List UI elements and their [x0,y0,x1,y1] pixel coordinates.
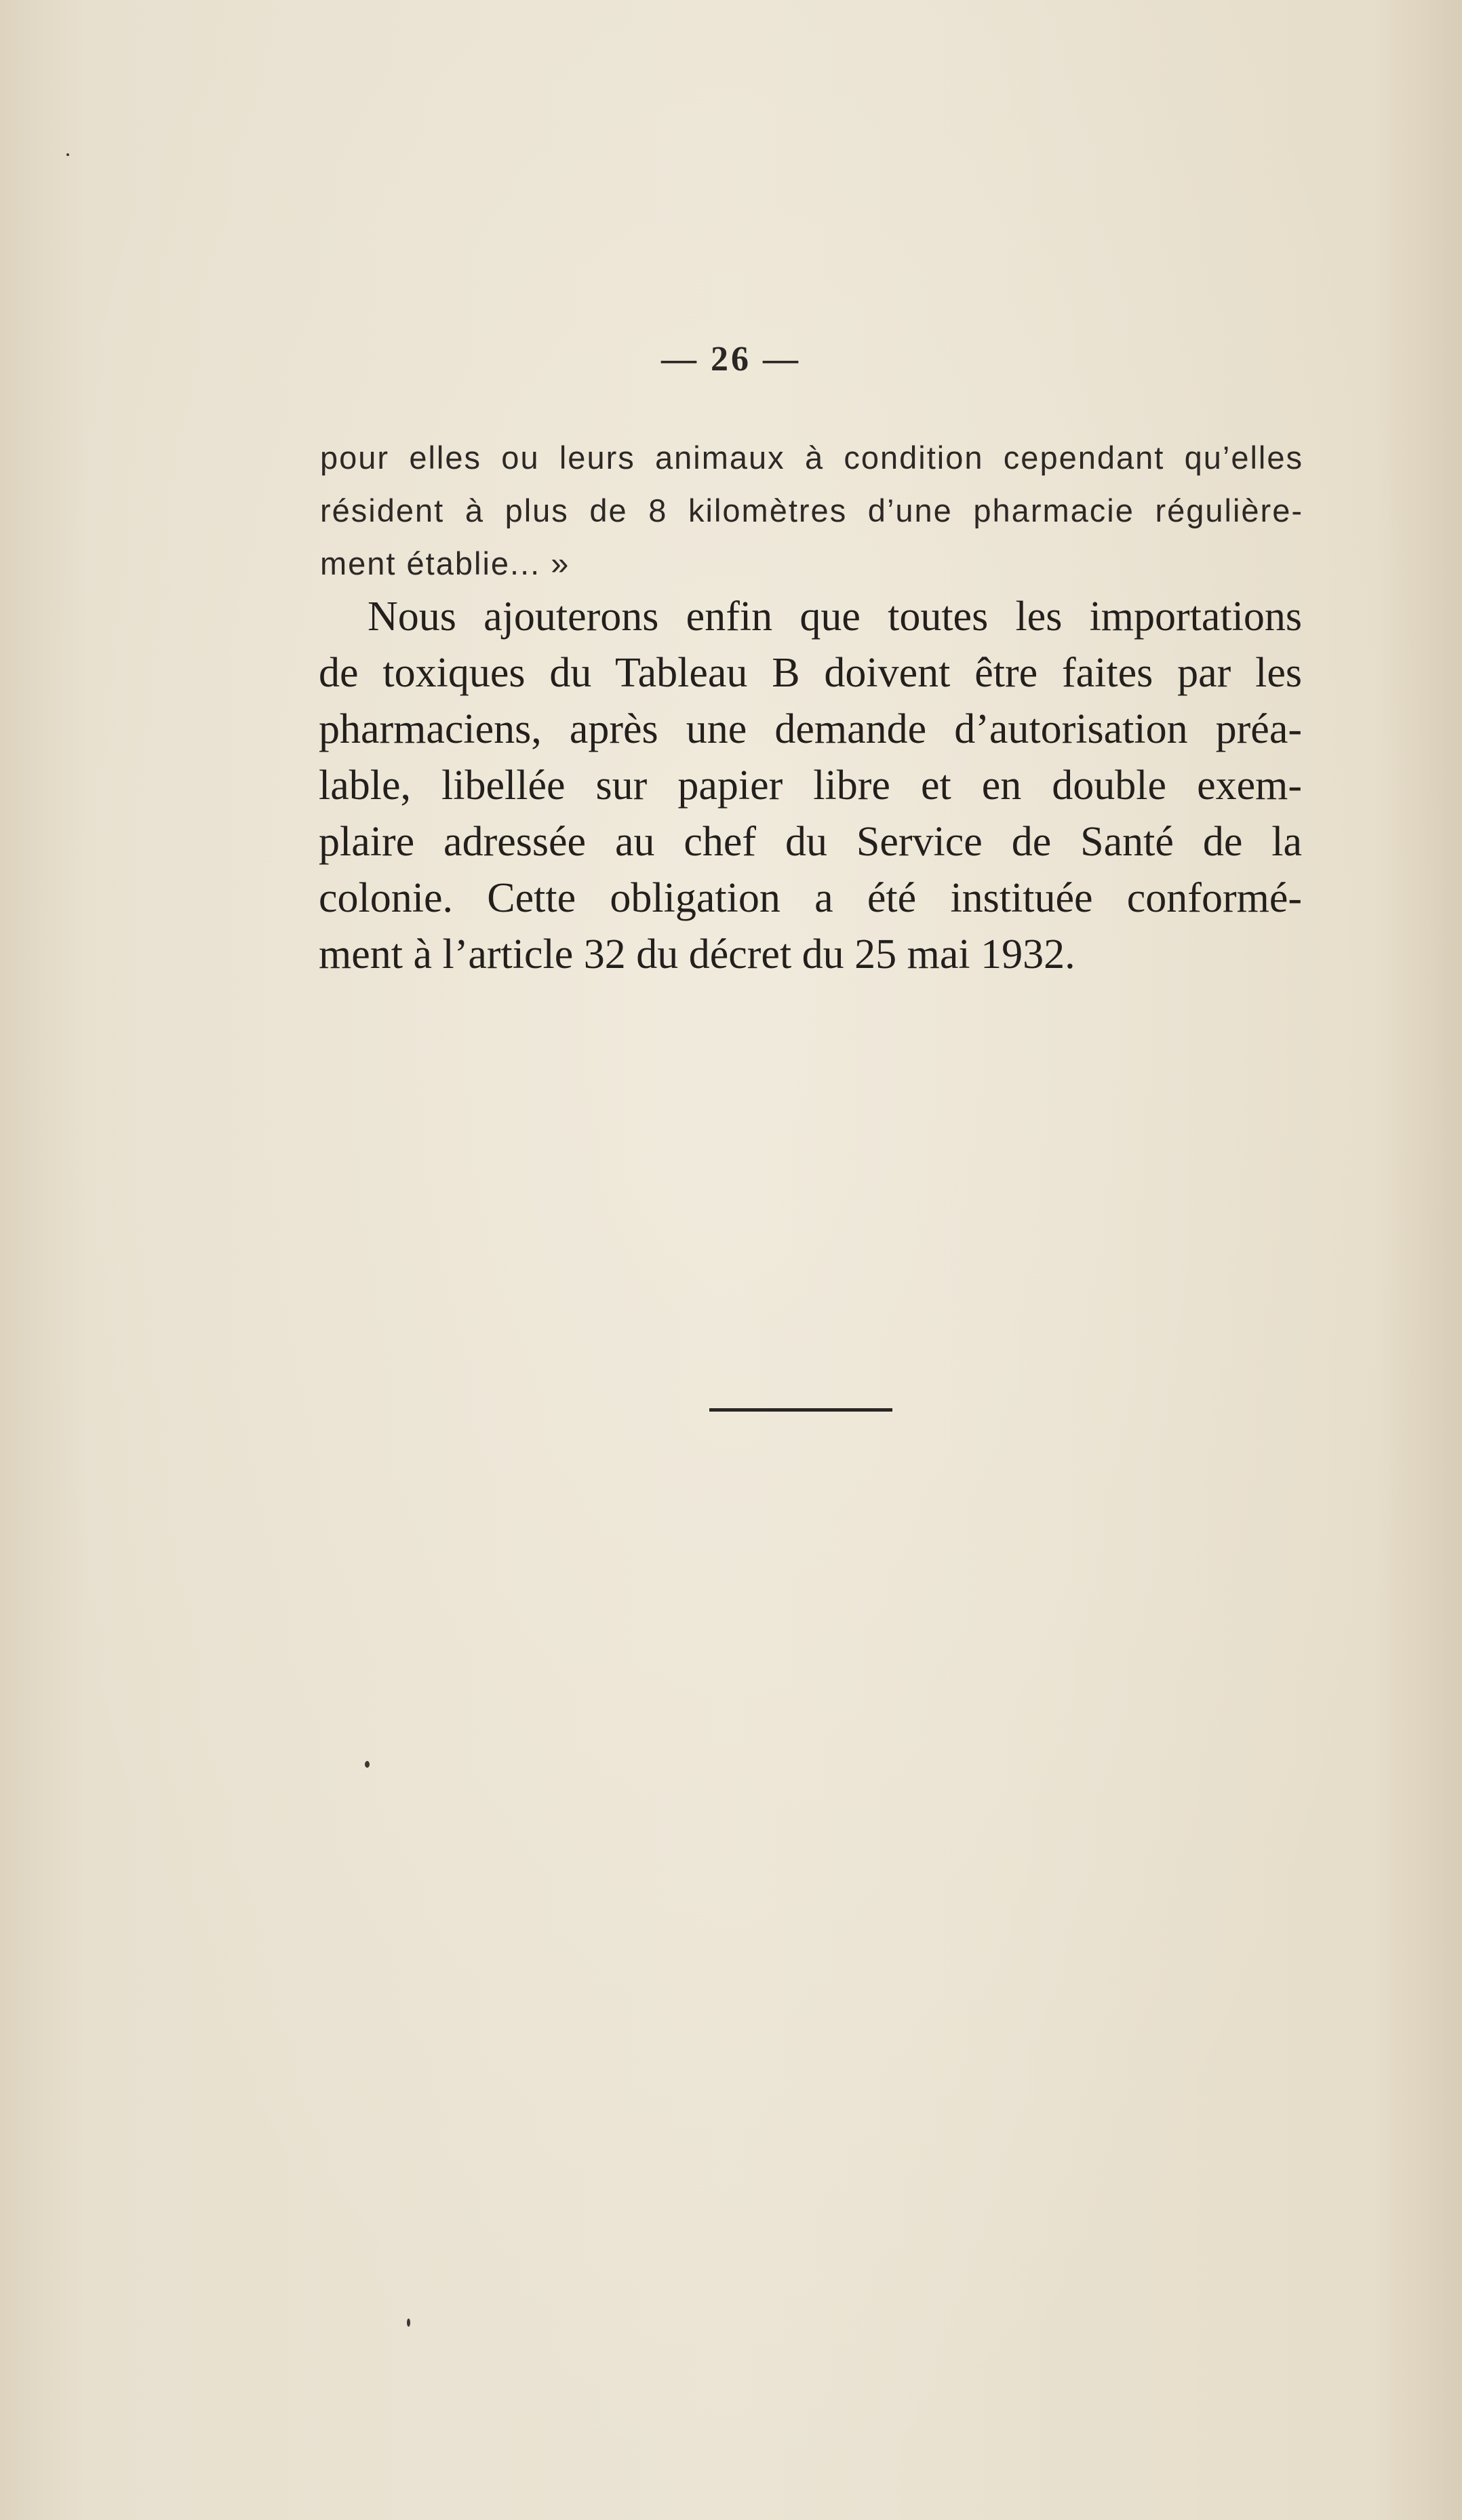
paragraph-line: ment à l’article 32 du décret du 25 mai 1932. [319,931,1075,977]
paragraph-line: colonie. Cette obligation a été instituée conformé- [319,875,1302,921]
page-number: — 26 — [661,340,801,379]
quote-line: résident à plus de 8 kilomètres d’une pharmacie régulière- [320,492,1303,528]
body-paragraph [319,589,1302,983]
quote-line: ment établie... » [320,545,570,581]
paragraph-line: plaire adressée au chef du Service de Santé de la [319,819,1302,865]
paper-speck [407,2319,410,2327]
paper-speck [365,1761,370,1768]
paragraph-line: Nous ajouterons enfin que toutes les importations [368,594,1302,640]
paragraph-line: lable, libellée sur papier libre et en double exem- [319,762,1302,809]
paper-speck [66,153,69,156]
quote-continuation [320,431,1303,590]
paragraph-line: de toxiques du Tableau B doivent être faites par les [319,650,1302,696]
paragraph-line: pharmaciens, après une demande d’autorisation préa- [319,706,1302,752]
section-end-rule [709,1408,892,1412]
quote-line: pour elles ou leurs animaux à condition cependant qu’elles [320,440,1303,476]
